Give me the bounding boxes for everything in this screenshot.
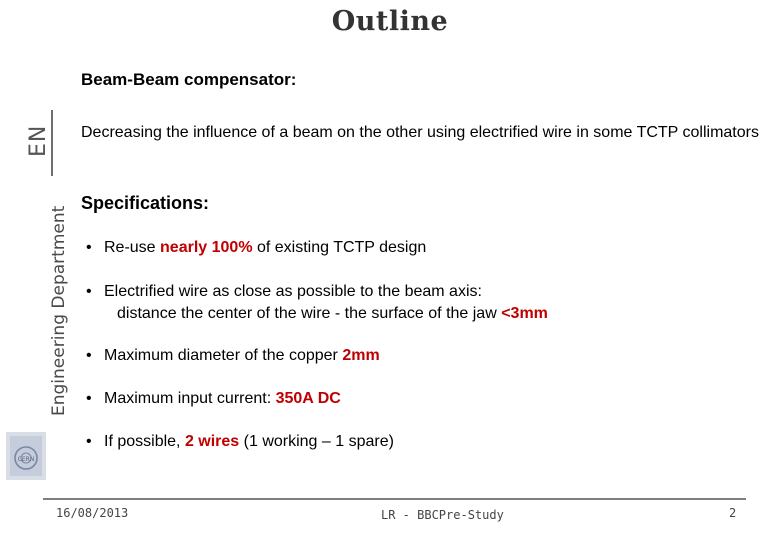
footer-date: 16/08/2013 (56, 506, 129, 520)
bullet-input-current: • Maximum input current: 350A DC (86, 390, 341, 407)
specifications-heading: Specifications: (81, 193, 210, 213)
bullet-dot: • (86, 283, 92, 300)
bullet-reuse-design: • Re-use nearly 100% of existing TCTP design (86, 239, 427, 256)
bullet-copper-diameter: • Maximum diameter of the copper 2mm (86, 347, 380, 364)
highlight-value: 2mm (342, 347, 380, 364)
bullet-dot: • (86, 390, 92, 407)
bullet-wire-count: • If possible, 2 wires (1 working – 1 spare) (86, 433, 394, 450)
footer-title: LR - BBCPre-Study (381, 508, 504, 522)
section-heading: Beam-Beam compensator: (81, 70, 297, 89)
sidebar-department: Engineering Department (49, 205, 69, 416)
page-number: 2 (729, 506, 737, 520)
cern-logo-text: CERN (17, 456, 35, 463)
bullet-dot: • (86, 347, 92, 364)
sidebar-divider (51, 110, 53, 176)
sidebar-unit: EN (26, 124, 51, 157)
highlight-value: 350A DC (275, 390, 341, 407)
highlight-value: nearly 100% (160, 239, 253, 256)
bullet-wire-distance: • Electrified wire as close as possible to the beam axis: distance the center of the wire - the surface of the jaw <3mm (86, 283, 548, 322)
bullet-dot: • (86, 433, 92, 450)
page-title: Outline (331, 6, 449, 37)
highlight-value: <3mm (501, 305, 548, 322)
description: Decreasing the influence of a beam on the other using electrified wire in some TCTP collimators (81, 124, 759, 141)
highlight-value: 2 wires (184, 433, 240, 450)
bullet-dot: • (86, 239, 92, 256)
footer-divider (43, 498, 746, 500)
cern-logo (6, 432, 46, 480)
